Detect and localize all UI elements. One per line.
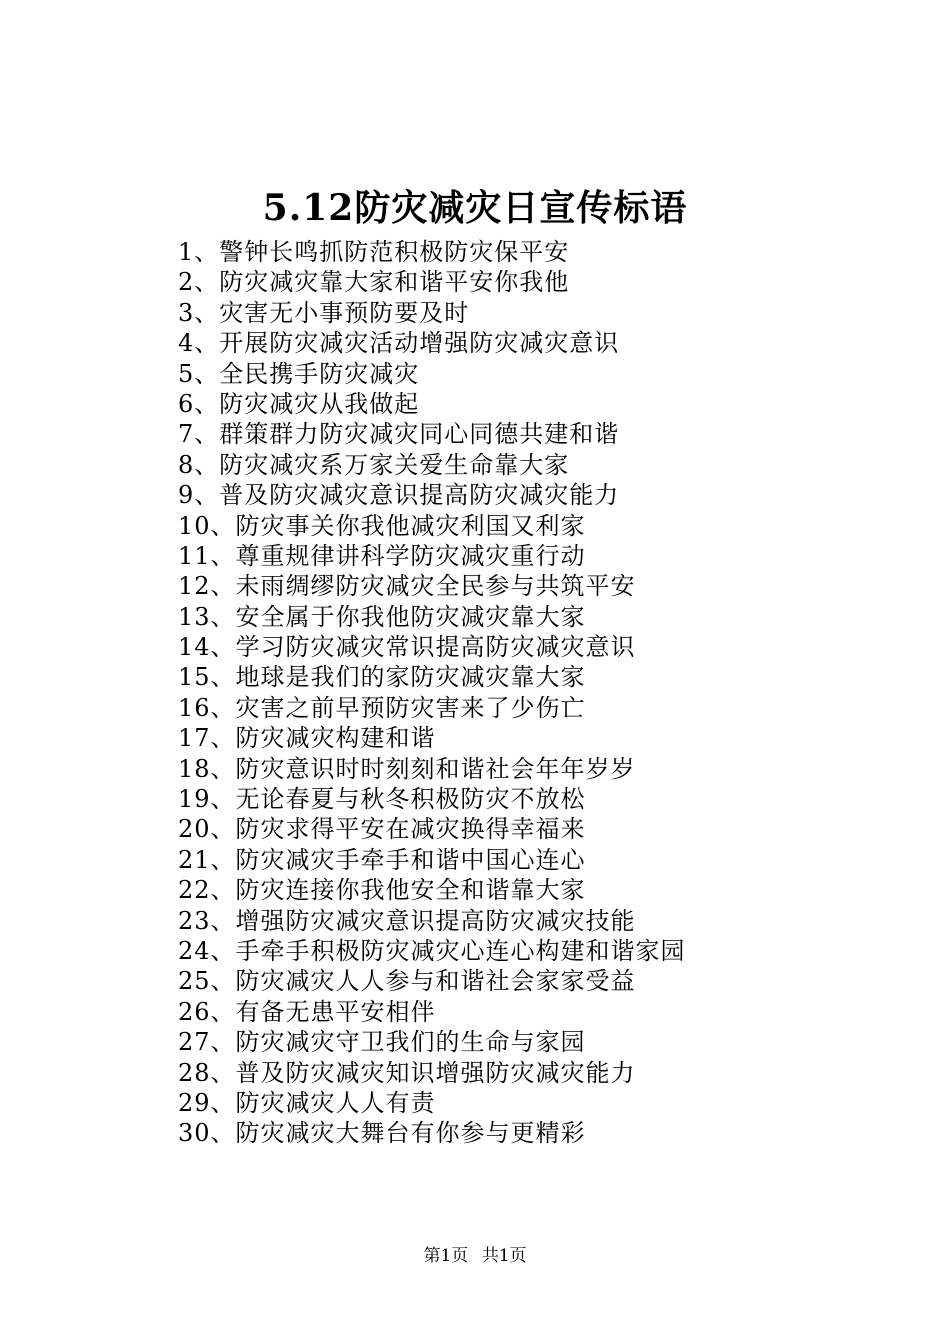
document-title: 5.12防灾减灾日宣传标语 [262, 187, 688, 229]
page-footer [0, 1244, 950, 1268]
slogan-item: 30、防灾减灾大舞台有你参与更精彩 [178, 1119, 586, 1148]
slogan-item: 3、灾害无小事预防要及时 [178, 298, 470, 327]
slogan-item: 27、防灾减灾守卫我们的生命与家园 [178, 1028, 586, 1057]
slogan-item: 12、未雨绸缪防灾减灾全民参与共筑平安 [178, 572, 636, 601]
slogan-item: 8、防灾减灾系万家关爱生命靠大家 [178, 450, 570, 479]
slogan-item: 1、警钟长鸣抓防范积极防灾保平安 [178, 238, 570, 266]
slogan-item: 10、防灾事关你我他减灾利国又利家 [178, 511, 586, 540]
slogan-item: 20、防灾求得平安在减灾换得幸福来 [178, 815, 586, 844]
slogan-item: 6、防灾减灾从我做起 [178, 389, 420, 418]
slogan-item: 2、防灾减灾靠大家和谐平安你我他 [178, 268, 570, 297]
slogan-item: 16、灾害之前早预防灾害来了少伤亡 [178, 693, 586, 722]
page-number-current: 第1页 [423, 1246, 469, 1266]
slogan-item: 11、尊重规律讲科学防灾减灾重行动 [178, 541, 586, 570]
slogan-item: 28、普及防灾减灾知识增强防灾减灾能力 [178, 1058, 636, 1087]
slogan-item: 22、防灾连接你我他安全和谐靠大家 [178, 876, 586, 905]
slogan-item: 4、开展防灾减灾活动增强防灾减灾意识 [178, 329, 620, 358]
slogan-item: 23、增强防灾减灾意识提高防灾减灾技能 [178, 906, 636, 935]
slogan-item: 26、有备无患平安相伴 [178, 997, 436, 1026]
slogan-item: 5、全民携手防灾减灾 [178, 359, 420, 388]
slogan-item: 13、安全属于你我他防灾减灾靠大家 [178, 602, 586, 631]
slogan-item: 17、防灾减灾构建和谐 [178, 724, 436, 753]
slogan-item: 15、地球是我们的家防灾减灾靠大家 [178, 663, 586, 692]
slogan-item: 29、防灾减灾人人有责 [178, 1088, 436, 1117]
slogan-item: 25、防灾减灾人人参与和谐社会家家受益 [178, 967, 636, 996]
page-number-total: 共1页 [481, 1246, 527, 1266]
slogan-item: 14、学习防灾减灾常识提高防灾减灾意识 [178, 633, 636, 662]
slogan-item: 21、防灾减灾手牵手和谐中国心连心 [178, 845, 586, 874]
slogan-item: 24、手牵手积极防灾减灾心连心构建和谐家园 [178, 936, 686, 965]
slogan-item: 19、无论春夏与秋冬积极防灾不放松 [178, 785, 586, 814]
slogan-item: 9、普及防灾减灾意识提高防灾减灾能力 [178, 481, 620, 510]
slogan-list [178, 237, 918, 1149]
slogan-item: 7、群策群力防灾减灾同心同德共建和谐 [178, 420, 620, 449]
slogan-item: 18、防灾意识时时刻刻和谐社会年年岁岁 [178, 754, 636, 783]
